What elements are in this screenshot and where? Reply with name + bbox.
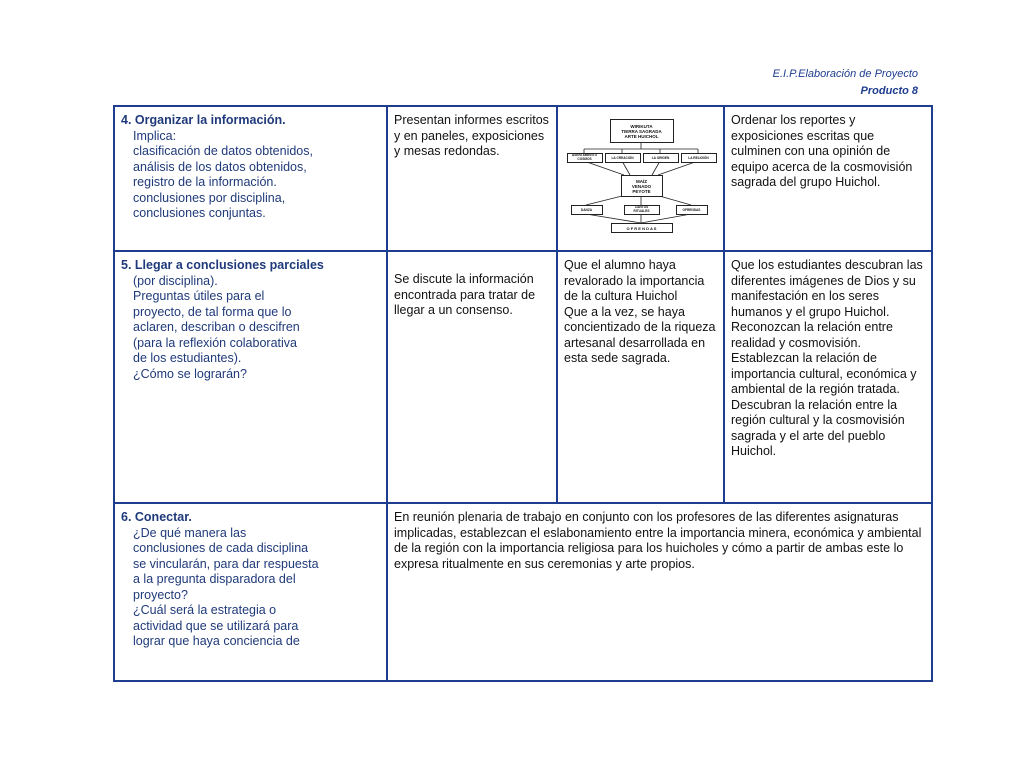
step-cell	[114, 106, 387, 251]
diagram-node: LA RELIGIÓN	[681, 153, 717, 163]
activity-cell	[387, 251, 557, 503]
diagram-node: OFRENDAS	[676, 205, 708, 215]
header-product-number: Producto 8	[860, 85, 918, 97]
diagram-bottom-box: O F R E N D A S	[611, 223, 673, 233]
expectation-cell	[557, 251, 724, 503]
step-title: 6. Conectar.	[121, 510, 192, 524]
outcome-cell	[724, 106, 932, 251]
activity-cell	[387, 106, 557, 251]
diagram-cell	[557, 106, 724, 251]
step-title: 5. Llegar a conclusiones parciales	[121, 258, 324, 272]
outcome-text: Que los estudiantes descubran las diferentes imágenes de Dios y su manifestación en los seres humanos y el grupo Huichol. Reconozcan la relación entre realidad y cosmovisión. Establezcan la relación de importancia cultural, económica y ambiental de la región tratada. Descubran la relación entre la región cultural y la cosmovisión sagrada y el arte del pueblo Huichol.	[731, 258, 923, 458]
step-cell	[114, 251, 387, 503]
diagram-node: DANZA	[571, 205, 603, 215]
step-description: (por disciplina). Preguntas útiles para el proyecto, de tal forma que lo aclaren, describan o descifren (para la reflexión colaborativa de los estudiantes). ¿Cómo se lograrán?	[133, 273, 300, 381]
document-header	[773, 66, 918, 100]
diagram-center-box: MAÍZ VENADO PEYOTE	[621, 175, 663, 197]
activity-text: Presentan informes escritos y en paneles, exposiciones y mesas redondas.	[394, 113, 549, 158]
step-cell	[114, 503, 387, 681]
diagram-node: LA CREACIÓN	[605, 153, 641, 163]
project-table	[113, 105, 933, 682]
table-row-conclusions	[114, 251, 932, 503]
table-row-organize	[114, 106, 932, 251]
expectation-text: Que el alumno haya revalorado la importancia de la cultura Huichol Que a la vez, se haya concientizado de la riqueza artesanal desarrollada en esta sede sagrada.	[564, 258, 716, 365]
table-row-connect	[114, 503, 932, 681]
wirikuta-diagram	[566, 113, 716, 233]
outcome-cell	[724, 251, 932, 503]
step-description: Implica: clasificación de datos obtenidos, análisis de los datos obtenidos, registro de la información. conclusiones por disciplina, conclusiones conjuntas.	[133, 128, 313, 220]
diagram-node: LA ORIGEN	[643, 153, 679, 163]
step-title: 4. Organizar la información.	[121, 113, 286, 127]
diagram-node: CANTOS RITUALES	[624, 205, 660, 215]
plenary-cell	[387, 503, 932, 681]
outcome-text: Ordenar los reportes y exposiciones escritas que culminen con una opinión de equipo acerca de la cosmovisión sagrada del grupo Huichol.	[731, 113, 913, 189]
activity-text: Se discute la información encontrada para tratar de llegar a un consenso.	[394, 272, 536, 317]
header-project-title: E.I.P.Elaboración de Proyecto	[772, 68, 918, 80]
diagram-node: ASENTAMIENTO COSMOS	[567, 153, 603, 163]
step-description: ¿De qué manera las conclusiones de cada disciplina se vincularán, para dar respuesta a la pregunta disparadora del proyecto? ¿Cuál será la estrategia o actividad que se utilizará para lograr que haya conciencia de	[133, 525, 319, 648]
plenary-text: En reunión plenaria de trabajo en conjunto con los profesores de las diferentes asignaturas implicadas, establezcan el eslabonamiento entre la importancia minera, económica y ambiental de la región con la importancia religiosa para los huicholes y cómo a partir de ambas este lo expresa ritualmente en sus ceremonias y arte propios.	[394, 510, 922, 571]
diagram-top-box: WIRIKUTA TIERRA SAGRADA ARTE HUICHOL	[610, 119, 674, 143]
